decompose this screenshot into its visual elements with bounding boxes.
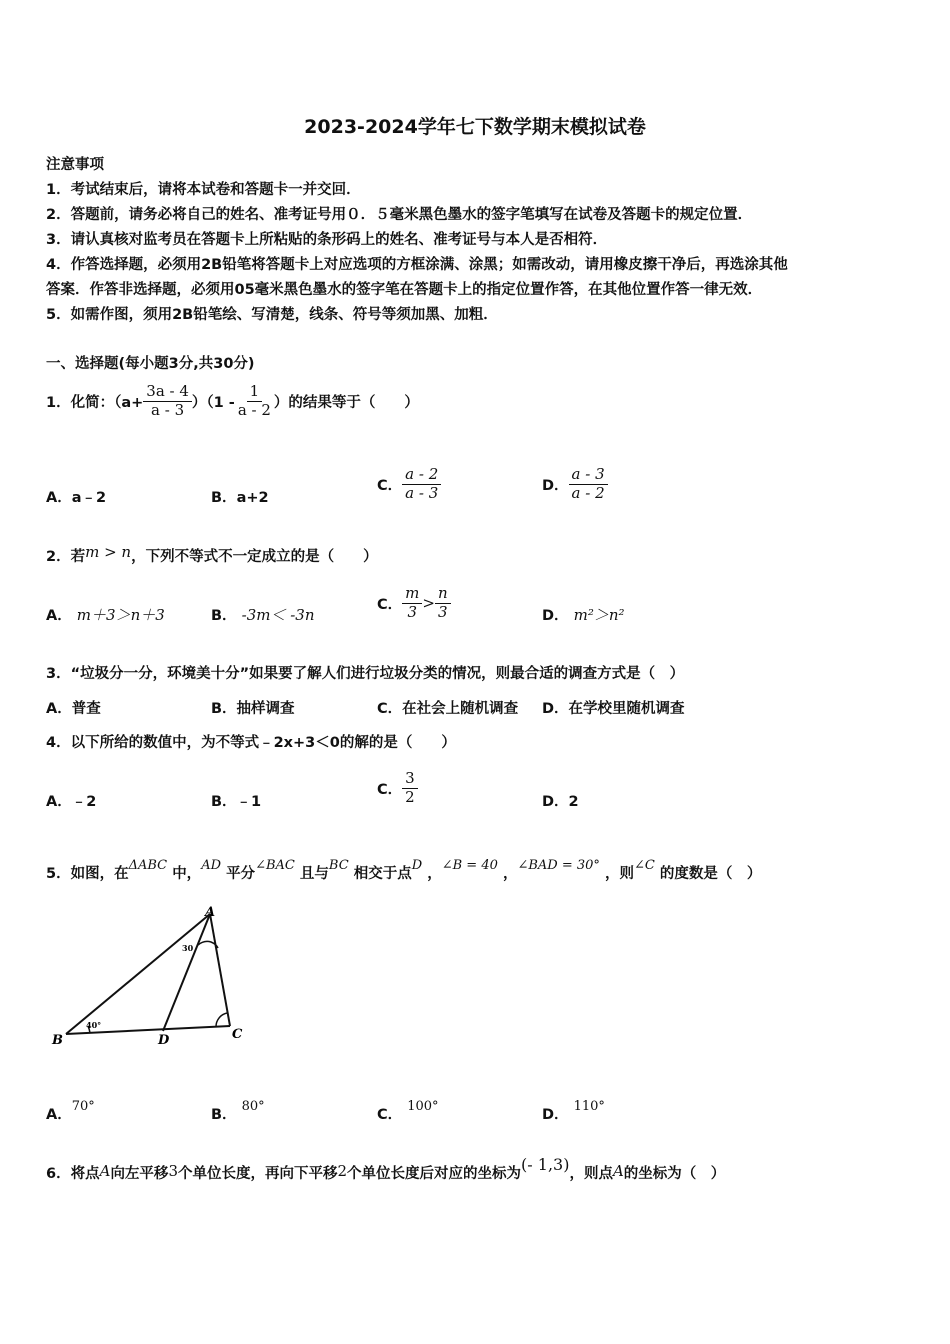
q5-option-b[interactable]: B． 80°: [211, 1099, 265, 1123]
q1-option-c-fraction: $\frac{a - 2}{a - 3}$: [402, 466, 441, 502]
q1-option-c[interactable]: C． $\frac{a - 2}{a - 3}$: [377, 461, 441, 507]
label-c: C: [232, 1027, 243, 1042]
q2-option-d[interactable]: D． m²＞n²: [542, 606, 625, 624]
triangle-figure: [44, 900, 254, 1050]
question-2-stem: 2．若m > n，下列不等式不一定成立的是（ ）: [46, 543, 378, 565]
question-6-stem: 6．将点A向左平移3个单位长度，再向下平移2个单位长度后对应的坐标为(- 1,3)，则点A的坐标为（ ）: [46, 1155, 726, 1182]
q1-suffix: ）的结果等于（ ）: [273, 394, 419, 411]
angle-c-arc: [216, 1013, 227, 1027]
notice-item: 2．答题前，请务必将自己的姓名、准考证号用０．５毫米黑色墨水的签字笔填写在试卷及答题卡的规定位置．: [46, 207, 753, 223]
q1-option-a[interactable]: A．a﹣2: [46, 490, 107, 506]
section-heading: 一、选择题(每小题3分,共30分): [46, 356, 255, 372]
q4-option-b[interactable]: B．﹣1: [211, 794, 262, 810]
q1-option-d-fraction: $\frac{a - 3}{a - 2}$: [569, 466, 608, 502]
notice-item: 答案．作答非选择题，必须用05毫米黑色墨水的签字笔在答题卡上的指定位置作答，在其他位置作答一律无效．: [46, 282, 763, 298]
label-b: B: [52, 1033, 63, 1048]
segment-ad: [163, 914, 210, 1031]
question-4-stem: 4．以下所给的数值中，为不等式﹣2x+3＜0的解的是（ ）: [46, 735, 456, 751]
q1-prefix: 1．化简：（a+: [46, 394, 144, 411]
question-1-stem: [46, 376, 419, 426]
q2-option-a[interactable]: A． m＋3＞n＋3: [46, 606, 165, 624]
q2-option-b[interactable]: B． -3m＜ -3n: [211, 606, 315, 624]
q1-mid: ）（1 -: [191, 394, 235, 411]
q4-option-a[interactable]: A．﹣2: [46, 794, 97, 810]
q1-fraction-2: $\frac{1}{a - 2}$: [237, 382, 271, 419]
label-d: D: [158, 1033, 170, 1048]
notice-item: 1．考试结束后，请将本试卷和答题卡一并交回．: [46, 182, 361, 198]
label-a: A: [205, 905, 216, 920]
q1-option-b[interactable]: B．a+2: [211, 490, 269, 506]
segment-ab: [66, 914, 210, 1034]
q4-option-c[interactable]: C． $\frac{3}{2}$: [377, 764, 418, 812]
label-30: 30: [182, 943, 194, 953]
q5-option-c[interactable]: C． 100°: [377, 1099, 439, 1123]
notice-item: 5．如需作图，须用2B铅笔绘、写清楚，线条、符号等须加黑、加粗．: [46, 307, 498, 323]
notice-item: 3．请认真核对监考员在答题卡上所粘贴的条形码上的姓名、准考证号与本人是否相符．: [46, 232, 608, 248]
q3-option-d[interactable]: D．在学校里随机调查: [542, 701, 685, 717]
question-3-stem: 3．“垃圾分一分，环境美十分”如果要了解人们进行垃圾分类的情况，则最合适的调查方式是（ ）: [46, 666, 685, 682]
q3-option-c[interactable]: C．在社会上随机调查: [377, 701, 519, 717]
q3-option-a[interactable]: A．普查: [46, 701, 101, 717]
notice-item: 4．作答选择题，必须用2B铅笔将答题卡上对应选项的方框涂满、涂黑；如需改动，请用橡皮擦干净后，再选涂其他: [46, 257, 788, 273]
q2-condition: m > n: [85, 543, 132, 561]
q1-option-d[interactable]: D． $\frac{a - 3}{a - 2}$: [542, 461, 608, 507]
q2-option-c[interactable]: C． $\frac{m}{3}$ > $\frac{n}{3}$: [377, 580, 451, 626]
q1-fraction-1: $\frac{3a - 4}{a - 3}$: [143, 383, 192, 419]
q3-option-b[interactable]: B．抽样调查: [211, 701, 295, 717]
q5-option-a[interactable]: A．70°: [46, 1099, 95, 1123]
q4-option-d[interactable]: D．2: [542, 794, 579, 810]
question-5-stem: 5．如图，在ΔABC 中，AD 平分∠BAC 且与BC 相交于点D ，∠B = 40 ，∠BAD = 30° ，则∠C 的度数是（ ）: [46, 858, 762, 882]
page-title: 2023-2024学年七下数学期末模拟试卷: [304, 116, 646, 138]
label-40: 40°: [86, 1020, 102, 1030]
segment-ac: [210, 914, 230, 1026]
q5-option-d[interactable]: D． 110°: [542, 1099, 605, 1123]
notice-heading: 注意事项: [46, 157, 104, 173]
